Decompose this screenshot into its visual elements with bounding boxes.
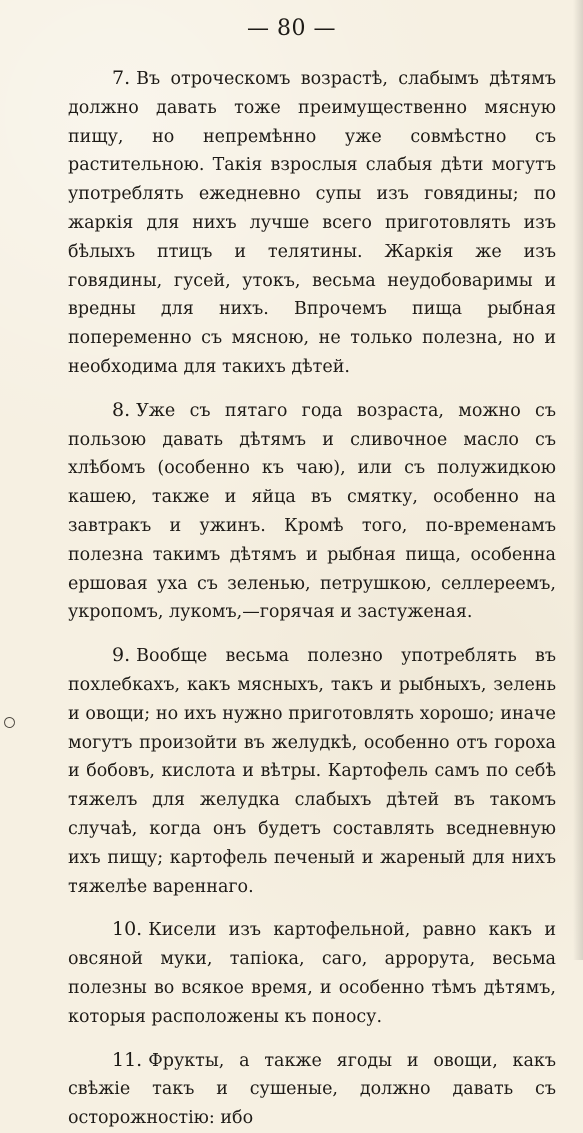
paragraph-text: Въ отроческомъ возрастѣ, слабымъ дѣтямъ должно давать тоже преимущественно мясную пищу, но непремѣнно уже совмѣстно съ растительною. Такія взрослыя слабыя дѣти могутъ употреблять ежедневно супы изъ говядины; по жаркія для нихъ лучше всего приготовлять изъ бѣлыхъ птицъ и телятины. Жаркія же изъ говядины, гусей, утокъ, весьма неудобоваримы и вредны для нихъ. Впрочемъ пища рыбная попеременно съ мясною, не только полезна, но и необходима для такихъ дѣтей. (68, 69, 556, 377)
paragraph-text: Уже съ пятаго года возраста, можно съ пользою давать дѣтямъ и сливочное масло съ хлѣбомъ (особенно къ чаю), или съ полужидкою кашею, также и яйца въ смятку, особенно на завтракъ и ужинъ. Кромѣ того, по-временамъ полезна такимъ дѣтямъ и рыбная пища, особенна ершовая уха съ зеленью, петрушкою, селлереемъ, укропомъ, лукомъ,—горячая и застуженая. (68, 400, 556, 623)
paragraph-number: 8. (112, 398, 131, 421)
paragraph-11 (68, 1046, 556, 1133)
paragraph-7 (68, 64, 556, 382)
page-number: — 80 — (247, 16, 336, 41)
paragraph-10 (68, 915, 556, 1031)
margin-mark-icon (2, 715, 16, 729)
paragraph-number: 10. (112, 918, 143, 941)
page-text (68, 64, 556, 1133)
paragraph-number: 11. (112, 1048, 143, 1071)
paragraph-text: Фрукты, а также ягоды и овощи, какъ свѣжіе такъ и сушеные, должно давать съ осторожностію: ибо (68, 1050, 556, 1129)
paragraph-text: Кисели изъ картофельной, равно какъ и овсяной муки, тапіока, саго, аррорута, весьма полезны во всякое время, и особенно тѣмъ дѣтямъ, которыя расположены къ поносу. (68, 920, 556, 1027)
paragraph-text: Вообще весьма полезно употреблять въ похлебкахъ, какъ мясныхъ, такъ и рыбныхъ, зелень и овощи; но ихъ нужно приготовлять хорошо; иначе могутъ произойти въ желудкѣ, особенно отъ гороха и бобовъ, кислота и вѣтры. Картофель самъ по себѣ тяжелъ для желудка слабыхъ дѣтей въ такомъ случаѣ, когда онъ будетъ составлять вседневную ихъ пищу; картофель печеный и жареный для нихъ тяжелѣе вареннаго. (68, 646, 556, 897)
paragraph-number: 7. (112, 67, 131, 89)
paragraph-9 (68, 641, 556, 901)
paragraph-number: 9. (112, 644, 131, 667)
page-edge-shadow (573, 0, 583, 960)
paragraph-8 (68, 396, 556, 627)
